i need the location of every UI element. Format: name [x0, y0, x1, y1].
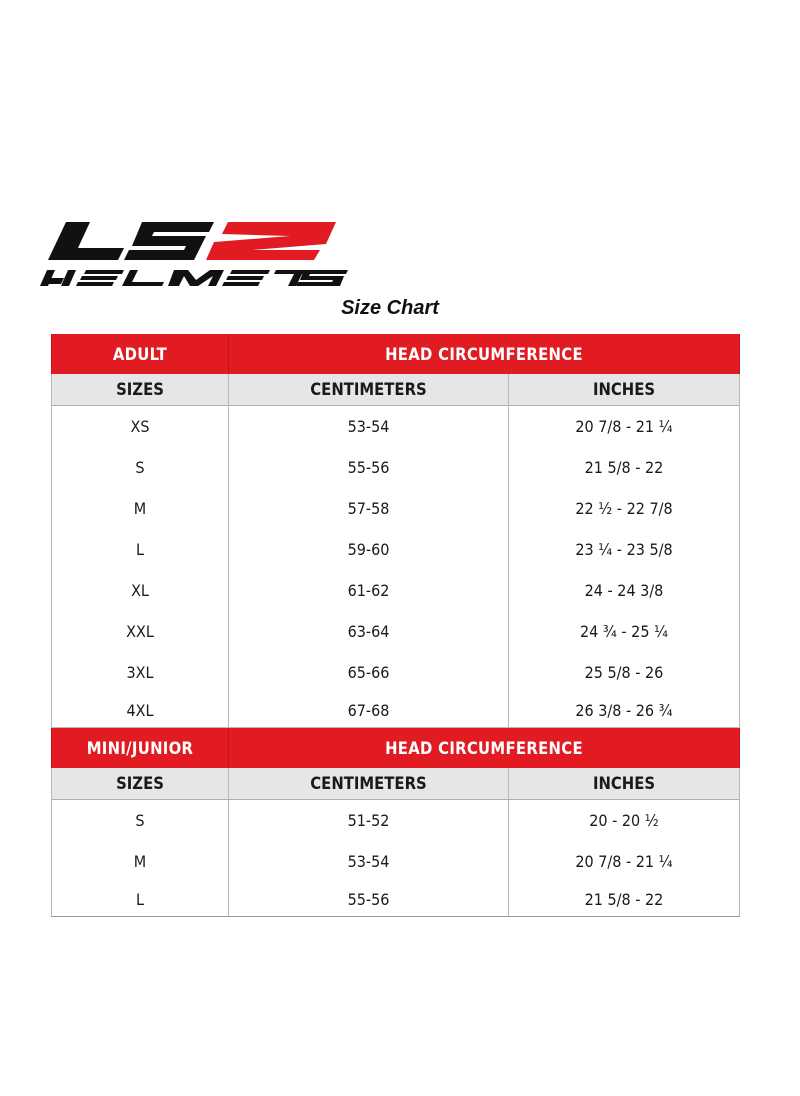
table-row — [52, 529, 740, 570]
size-cell: L — [52, 882, 229, 917]
inches-cell: 20 - 20 ½ — [509, 800, 740, 842]
cm-cell: 63-64 — [229, 611, 509, 652]
table-row — [52, 882, 740, 917]
cm-cell: 59-60 — [229, 529, 509, 570]
table-row — [52, 800, 740, 842]
ls2-helmets-logo — [38, 218, 350, 290]
table-row — [52, 611, 740, 652]
table-row — [52, 488, 740, 529]
inches-cell: 22 ½ - 22 7/8 — [509, 488, 740, 529]
inches-cell: 26 3/8 - 26 ¾ — [509, 693, 740, 728]
junior-measure-label: HEAD CIRCUMFERENCE — [229, 728, 740, 769]
adult-column-header-row — [52, 374, 740, 406]
col-centimeters: CENTIMETERS — [229, 374, 509, 406]
inches-cell: 25 5/8 - 26 — [509, 652, 740, 693]
table-row — [52, 570, 740, 611]
cm-cell: 57-58 — [229, 488, 509, 529]
inches-cell: 23 ¼ - 23 5/8 — [509, 529, 740, 570]
junior-group-label: MINI/JUNIOR — [52, 728, 229, 769]
size-cell: XXL — [52, 611, 229, 652]
col-inches: INCHES — [509, 374, 740, 406]
size-cell: L — [52, 529, 229, 570]
table-row — [52, 447, 740, 488]
inches-cell: 24 - 24 3/8 — [509, 570, 740, 611]
size-cell: XL — [52, 570, 229, 611]
col-sizes: SIZES — [52, 374, 229, 406]
inches-cell: 20 7/8 - 21 ¼ — [509, 841, 740, 882]
col-centimeters: CENTIMETERS — [229, 768, 509, 800]
size-cell: XS — [52, 406, 229, 448]
adult-header-row — [52, 334, 740, 374]
adult-measure-label: HEAD CIRCUMFERENCE — [229, 334, 740, 374]
size-chart-title: Size Chart — [341, 297, 439, 319]
size-cell: S — [52, 447, 229, 488]
size-cell: M — [52, 488, 229, 529]
size-cell: M — [52, 841, 229, 882]
cm-cell: 51-52 — [229, 800, 509, 842]
adult-group-label: ADULT — [52, 334, 229, 374]
col-inches: INCHES — [509, 768, 740, 800]
col-sizes: SIZES — [52, 768, 229, 800]
table-row — [52, 693, 740, 728]
table-row — [52, 841, 740, 882]
cm-cell: 55-56 — [229, 447, 509, 488]
cm-cell: 61-62 — [229, 570, 509, 611]
size-chart-table — [51, 334, 740, 917]
inches-cell: 21 5/8 - 22 — [509, 447, 740, 488]
table-row — [52, 406, 740, 448]
table-row — [52, 652, 740, 693]
cm-cell: 65-66 — [229, 652, 509, 693]
cm-cell: 53-54 — [229, 406, 509, 448]
junior-header-row — [52, 728, 740, 769]
inches-cell: 21 5/8 - 22 — [509, 882, 740, 917]
junior-column-header-row — [52, 768, 740, 800]
cm-cell: 53-54 — [229, 841, 509, 882]
size-cell: 4XL — [52, 693, 229, 728]
cm-cell: 55-56 — [229, 882, 509, 917]
size-cell: 3XL — [52, 652, 229, 693]
size-cell: S — [52, 800, 229, 842]
inches-cell: 24 ¾ - 25 ¼ — [509, 611, 740, 652]
inches-cell: 20 7/8 - 21 ¼ — [509, 406, 740, 448]
cm-cell: 67-68 — [229, 693, 509, 728]
